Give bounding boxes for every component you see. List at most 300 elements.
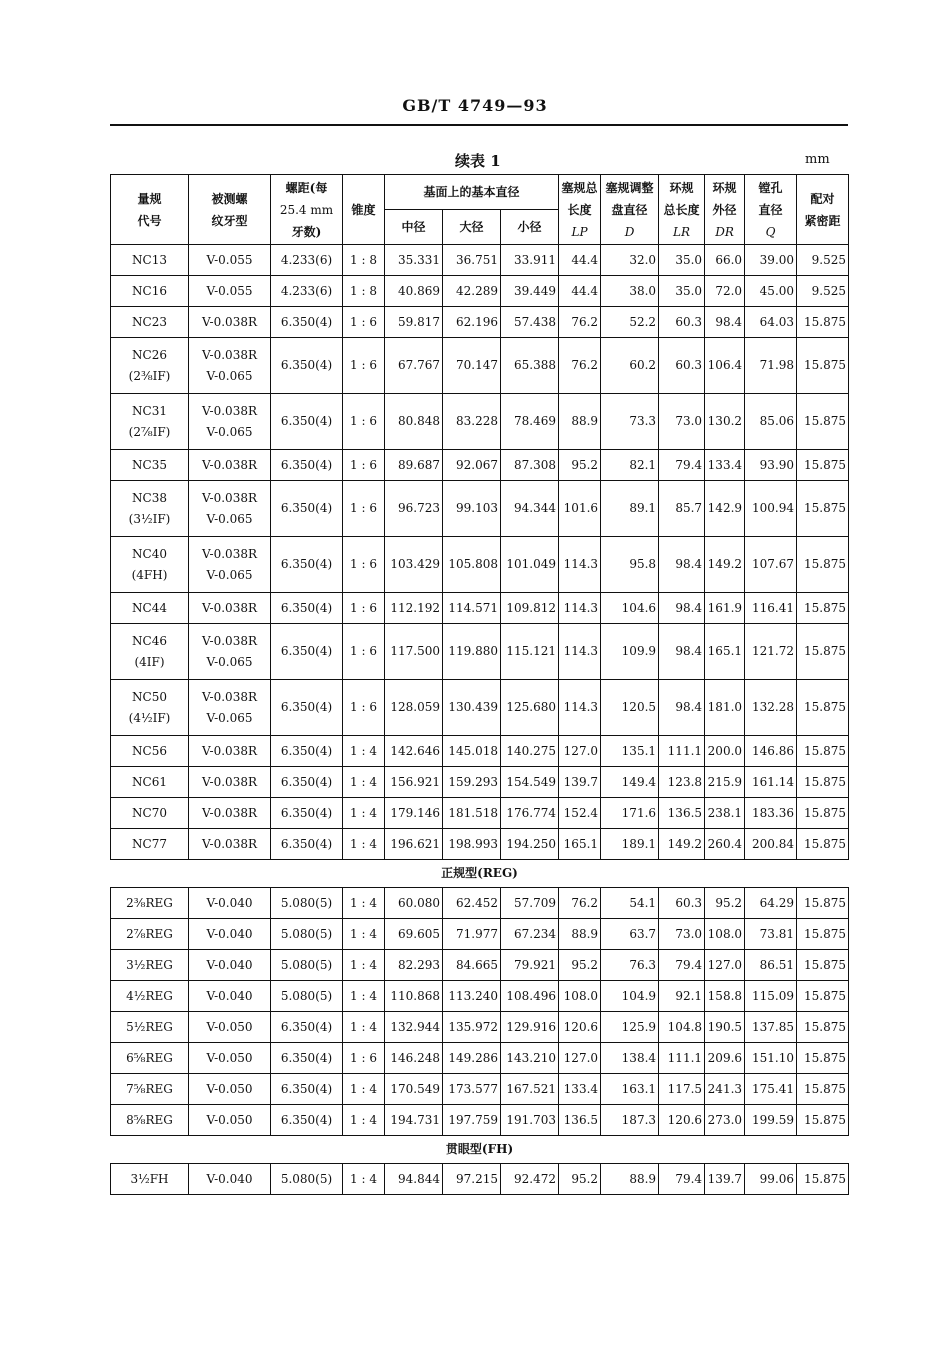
minor-diameter-cell: 92.472 bbox=[501, 1164, 559, 1195]
thread-form-cell bbox=[189, 981, 271, 1012]
bore-cell: 137.85 bbox=[745, 1012, 797, 1043]
taper-cell: 1 : 6 bbox=[343, 537, 385, 593]
thread-form-cell bbox=[189, 829, 271, 860]
standoff-cell: 15.875 bbox=[797, 450, 849, 481]
gauge-code-cell bbox=[111, 1012, 189, 1043]
gauge-code-line: NC44 bbox=[132, 600, 167, 615]
gauge-code-cell bbox=[111, 245, 189, 276]
thread-form-line: V-0.038R bbox=[201, 743, 257, 758]
taper-cell: 1 : 6 bbox=[343, 338, 385, 394]
major-diameter-cell: 70.147 bbox=[443, 338, 501, 394]
col-plug-disc: 塞规调整 盘直径 D bbox=[601, 175, 659, 245]
standoff-cell: 15.875 bbox=[797, 798, 849, 829]
col-standoff: 配对 紧密距 bbox=[797, 175, 849, 245]
pitch-cell: 6.350(4) bbox=[271, 394, 343, 450]
thread-form-cell bbox=[189, 1105, 271, 1136]
minor-diameter-cell: 115.121 bbox=[501, 624, 559, 680]
gauge-code-cell bbox=[111, 1074, 189, 1105]
plug-disc-cell: 88.9 bbox=[601, 1164, 659, 1195]
pitch-diameter-cell: 179.146 bbox=[385, 798, 443, 829]
standoff-cell: 15.875 bbox=[797, 1164, 849, 1195]
taper-cell: 1 : 6 bbox=[343, 481, 385, 537]
plug-length-cell: 76.2 bbox=[559, 888, 601, 919]
gauge-code-cell bbox=[111, 276, 189, 307]
major-diameter-cell: 105.808 bbox=[443, 537, 501, 593]
pitch-cell: 5.080(5) bbox=[271, 1164, 343, 1195]
thread-form-line: V-0.040 bbox=[206, 957, 253, 972]
ring-length-cell: 111.1 bbox=[659, 736, 705, 767]
pitch-cell: 6.350(4) bbox=[271, 798, 343, 829]
standoff-cell: 15.875 bbox=[797, 888, 849, 919]
minor-diameter-cell: 129.916 bbox=[501, 1012, 559, 1043]
minor-diameter-cell: 108.496 bbox=[501, 981, 559, 1012]
ring-length-cell: 123.8 bbox=[659, 767, 705, 798]
major-diameter-cell: 197.759 bbox=[443, 1105, 501, 1136]
standoff-cell: 15.875 bbox=[797, 829, 849, 860]
col-ring-od: 环规 外径 DR bbox=[705, 175, 745, 245]
bore-cell: 199.59 bbox=[745, 1105, 797, 1136]
thread-form-line: V-0.038R bbox=[201, 836, 257, 851]
ring-od-cell: 133.4 bbox=[705, 450, 745, 481]
table-row bbox=[111, 919, 849, 950]
table-row bbox=[111, 450, 849, 481]
taper-cell: 1 : 4 bbox=[343, 919, 385, 950]
pitch-diameter-cell: 35.331 bbox=[385, 245, 443, 276]
major-diameter-cell: 62.196 bbox=[443, 307, 501, 338]
ring-od-cell: 165.1 bbox=[705, 624, 745, 680]
thread-form-line: V-0.040 bbox=[206, 988, 253, 1003]
gauge-code-cell bbox=[111, 919, 189, 950]
gauge-code-cell bbox=[111, 537, 189, 593]
taper-cell: 1 : 6 bbox=[343, 307, 385, 338]
bore-cell: 64.03 bbox=[745, 307, 797, 338]
pitch-diameter-cell: 69.605 bbox=[385, 919, 443, 950]
minor-diameter-cell: 125.680 bbox=[501, 680, 559, 736]
standoff-cell: 15.875 bbox=[797, 537, 849, 593]
section-title: 贯眼型(FH) bbox=[111, 1136, 849, 1164]
minor-diameter-cell: 65.388 bbox=[501, 338, 559, 394]
plug-length-cell: 76.2 bbox=[559, 338, 601, 394]
plug-length-cell: 165.1 bbox=[559, 829, 601, 860]
pitch-diameter-cell: 142.646 bbox=[385, 736, 443, 767]
ring-od-cell: 127.0 bbox=[705, 950, 745, 981]
major-diameter-cell: 149.286 bbox=[443, 1043, 501, 1074]
major-diameter-cell: 113.240 bbox=[443, 981, 501, 1012]
gauge-code-line: 2⅞REG bbox=[126, 926, 173, 941]
gauge-code-line: 3½FH bbox=[130, 1171, 169, 1186]
pitch-cell: 5.080(5) bbox=[271, 888, 343, 919]
taper-cell: 1 : 6 bbox=[343, 450, 385, 481]
pitch-diameter-cell: 196.621 bbox=[385, 829, 443, 860]
pitch-cell: 6.350(4) bbox=[271, 481, 343, 537]
thread-form-cell bbox=[189, 680, 271, 736]
ring-length-cell: 35.0 bbox=[659, 245, 705, 276]
major-diameter-cell: 114.571 bbox=[443, 593, 501, 624]
ring-od-cell: 260.4 bbox=[705, 829, 745, 860]
thread-form-cell bbox=[189, 1074, 271, 1105]
pitch-cell: 6.350(4) bbox=[271, 624, 343, 680]
bore-cell: 151.10 bbox=[745, 1043, 797, 1074]
thread-form-line: V-0.038R bbox=[201, 689, 257, 704]
minor-diameter-cell: 67.234 bbox=[501, 919, 559, 950]
thread-form-cell bbox=[189, 394, 271, 450]
plug-length-cell: 76.2 bbox=[559, 307, 601, 338]
major-diameter-cell: 36.751 bbox=[443, 245, 501, 276]
thread-form-cell bbox=[189, 1043, 271, 1074]
ring-od-cell: 72.0 bbox=[705, 276, 745, 307]
thread-form-line: V-0.038R bbox=[201, 774, 257, 789]
taper-cell: 1 : 6 bbox=[343, 624, 385, 680]
unit-label: mm bbox=[805, 152, 830, 167]
pitch-cell: 6.350(4) bbox=[271, 1105, 343, 1136]
table-body bbox=[111, 245, 849, 1195]
standoff-cell: 15.875 bbox=[797, 680, 849, 736]
table-header bbox=[111, 175, 849, 245]
thread-form-line: V-0.040 bbox=[206, 1171, 253, 1186]
minor-diameter-cell: 191.703 bbox=[501, 1105, 559, 1136]
plug-disc-cell: 95.8 bbox=[601, 537, 659, 593]
col-bore: 镗孔 直径 Q bbox=[745, 175, 797, 245]
plug-length-cell: 44.4 bbox=[559, 245, 601, 276]
table-row bbox=[111, 736, 849, 767]
plug-disc-cell: 163.1 bbox=[601, 1074, 659, 1105]
gauge-code-line: NC35 bbox=[132, 457, 167, 472]
gauge-code-line: NC38 bbox=[132, 490, 167, 505]
ring-od-cell: 66.0 bbox=[705, 245, 745, 276]
bore-cell: 39.00 bbox=[745, 245, 797, 276]
ring-od-cell: 190.5 bbox=[705, 1012, 745, 1043]
col-major-diameter: 大径 bbox=[443, 210, 501, 245]
ring-length-cell: 73.0 bbox=[659, 919, 705, 950]
col-taper: 锥度 bbox=[343, 175, 385, 245]
taper-cell: 1 : 4 bbox=[343, 1012, 385, 1043]
table-row bbox=[111, 537, 849, 593]
plug-length-cell: 88.9 bbox=[559, 394, 601, 450]
gauge-code-cell bbox=[111, 450, 189, 481]
header-rule bbox=[110, 124, 848, 126]
thread-form-line: V-0.038R bbox=[201, 633, 257, 648]
taper-cell: 1 : 4 bbox=[343, 1164, 385, 1195]
table-row bbox=[111, 593, 849, 624]
standoff-cell: 15.875 bbox=[797, 1105, 849, 1136]
plug-length-cell: 133.4 bbox=[559, 1074, 601, 1105]
plug-disc-cell: 109.9 bbox=[601, 624, 659, 680]
gauge-code-line: 8⅝REG bbox=[126, 1112, 173, 1127]
taper-cell: 1 : 4 bbox=[343, 1074, 385, 1105]
ring-od-cell: 139.7 bbox=[705, 1164, 745, 1195]
gauge-table bbox=[110, 174, 849, 1195]
standoff-cell: 15.875 bbox=[797, 736, 849, 767]
standoff-cell: 15.875 bbox=[797, 307, 849, 338]
gauge-code-cell bbox=[111, 736, 189, 767]
thread-form-line: V-0.038R bbox=[201, 457, 257, 472]
pitch-diameter-cell: 60.080 bbox=[385, 888, 443, 919]
gauge-code-line: 6⅝REG bbox=[126, 1050, 173, 1065]
col-basic-diameters: 基面上的基本直径 bbox=[385, 175, 559, 210]
ring-length-cell: 136.5 bbox=[659, 798, 705, 829]
gauge-code-cell bbox=[111, 307, 189, 338]
plug-disc-cell: 104.6 bbox=[601, 593, 659, 624]
gauge-code-line: (4FH) bbox=[131, 567, 168, 582]
gauge-code-cell bbox=[111, 481, 189, 537]
major-diameter-cell: 97.215 bbox=[443, 1164, 501, 1195]
plug-length-cell: 136.5 bbox=[559, 1105, 601, 1136]
thread-form-line: V-0.065 bbox=[206, 424, 253, 439]
minor-diameter-cell: 109.812 bbox=[501, 593, 559, 624]
bore-cell: 71.98 bbox=[745, 338, 797, 394]
plug-length-cell: 101.6 bbox=[559, 481, 601, 537]
taper-cell: 1 : 4 bbox=[343, 767, 385, 798]
gauge-code-line: (4IF) bbox=[134, 654, 165, 669]
col-code: 量规 代号 bbox=[111, 175, 189, 245]
taper-cell: 1 : 4 bbox=[343, 736, 385, 767]
thread-form-line: V-0.065 bbox=[206, 710, 253, 725]
ring-length-cell: 98.4 bbox=[659, 624, 705, 680]
table-row bbox=[111, 307, 849, 338]
thread-form-line: V-0.038R bbox=[201, 347, 257, 362]
table-row bbox=[111, 798, 849, 829]
gauge-code-line: (2⅞IF) bbox=[128, 424, 171, 439]
ring-length-cell: 120.6 bbox=[659, 1105, 705, 1136]
table-row bbox=[111, 276, 849, 307]
plug-length-cell: 127.0 bbox=[559, 736, 601, 767]
standoff-cell: 15.875 bbox=[797, 919, 849, 950]
ring-od-cell: 273.0 bbox=[705, 1105, 745, 1136]
ring-od-cell: 181.0 bbox=[705, 680, 745, 736]
table-row bbox=[111, 680, 849, 736]
major-diameter-cell: 119.880 bbox=[443, 624, 501, 680]
gauge-code-cell bbox=[111, 767, 189, 798]
plug-length-cell: 114.3 bbox=[559, 593, 601, 624]
plug-disc-cell: 135.1 bbox=[601, 736, 659, 767]
thread-form-cell bbox=[189, 338, 271, 394]
gauge-code-line: NC31 bbox=[132, 403, 167, 418]
ring-length-cell: 149.2 bbox=[659, 829, 705, 860]
pitch-cell: 6.350(4) bbox=[271, 736, 343, 767]
pitch-cell: 4.233(6) bbox=[271, 276, 343, 307]
table-row bbox=[111, 1043, 849, 1074]
plug-disc-cell: 187.3 bbox=[601, 1105, 659, 1136]
pitch-diameter-cell: 40.869 bbox=[385, 276, 443, 307]
major-diameter-cell: 130.439 bbox=[443, 680, 501, 736]
major-diameter-cell: 173.577 bbox=[443, 1074, 501, 1105]
gauge-code-line: NC13 bbox=[132, 252, 167, 267]
gauge-code-line: (3½IF) bbox=[128, 511, 171, 526]
taper-cell: 1 : 4 bbox=[343, 829, 385, 860]
gauge-code-cell bbox=[111, 798, 189, 829]
pitch-cell: 6.350(4) bbox=[271, 307, 343, 338]
major-diameter-cell: 83.228 bbox=[443, 394, 501, 450]
thread-form-line: V-0.065 bbox=[206, 654, 253, 669]
thread-form-line: V-0.050 bbox=[206, 1081, 253, 1096]
gauge-code-line: NC61 bbox=[132, 774, 167, 789]
plug-disc-cell: 73.3 bbox=[601, 394, 659, 450]
taper-cell: 1 : 6 bbox=[343, 1043, 385, 1074]
thread-form-line: V-0.038R bbox=[201, 403, 257, 418]
gauge-code-cell bbox=[111, 593, 189, 624]
ring-length-cell: 79.4 bbox=[659, 450, 705, 481]
table-row bbox=[111, 981, 849, 1012]
thread-form-cell bbox=[189, 624, 271, 680]
gauge-code-line: 2⅜REG bbox=[126, 895, 173, 910]
plug-disc-cell: 38.0 bbox=[601, 276, 659, 307]
major-diameter-cell: 71.977 bbox=[443, 919, 501, 950]
gauge-code-line: NC16 bbox=[132, 283, 167, 298]
col-ring-length: 环规 总长度 LR bbox=[659, 175, 705, 245]
gauge-code-line: NC50 bbox=[132, 689, 167, 704]
pitch-cell: 5.080(5) bbox=[271, 950, 343, 981]
taper-cell: 1 : 6 bbox=[343, 680, 385, 736]
table-row bbox=[111, 338, 849, 394]
plug-disc-cell: 125.9 bbox=[601, 1012, 659, 1043]
bore-cell: 121.72 bbox=[745, 624, 797, 680]
gauge-code-line: 7⅝REG bbox=[126, 1081, 173, 1096]
thread-form-cell bbox=[189, 450, 271, 481]
major-diameter-cell: 135.972 bbox=[443, 1012, 501, 1043]
plug-disc-cell: 171.6 bbox=[601, 798, 659, 829]
taper-cell: 1 : 6 bbox=[343, 394, 385, 450]
major-diameter-cell: 159.293 bbox=[443, 767, 501, 798]
ring-od-cell: 149.2 bbox=[705, 537, 745, 593]
thread-form-cell bbox=[189, 307, 271, 338]
standoff-cell: 15.875 bbox=[797, 981, 849, 1012]
bore-cell: 93.90 bbox=[745, 450, 797, 481]
bore-cell: 200.84 bbox=[745, 829, 797, 860]
gauge-code-cell bbox=[111, 680, 189, 736]
major-diameter-cell: 198.993 bbox=[443, 829, 501, 860]
section-title: 正规型(REG) bbox=[111, 860, 849, 888]
minor-diameter-cell: 154.549 bbox=[501, 767, 559, 798]
minor-diameter-cell: 140.275 bbox=[501, 736, 559, 767]
pitch-cell: 6.350(4) bbox=[271, 338, 343, 394]
pitch-cell: 6.350(4) bbox=[271, 680, 343, 736]
thread-form-cell bbox=[189, 593, 271, 624]
minor-diameter-cell: 94.344 bbox=[501, 481, 559, 537]
gauge-code-line: NC56 bbox=[132, 743, 167, 758]
bore-cell: 116.41 bbox=[745, 593, 797, 624]
col-thread: 被测螺 纹牙型 bbox=[189, 175, 271, 245]
ring-od-cell: 108.0 bbox=[705, 919, 745, 950]
ring-od-cell: 130.2 bbox=[705, 394, 745, 450]
plug-length-cell: 114.3 bbox=[559, 624, 601, 680]
pitch-diameter-cell: 128.059 bbox=[385, 680, 443, 736]
thread-form-line: V-0.038R bbox=[201, 546, 257, 561]
standoff-cell: 15.875 bbox=[797, 950, 849, 981]
pitch-diameter-cell: 94.844 bbox=[385, 1164, 443, 1195]
thread-form-cell bbox=[189, 919, 271, 950]
pitch-diameter-cell: 110.868 bbox=[385, 981, 443, 1012]
thread-form-cell bbox=[189, 245, 271, 276]
bore-cell: 100.94 bbox=[745, 481, 797, 537]
plug-length-cell: 114.3 bbox=[559, 537, 601, 593]
ring-od-cell: 98.4 bbox=[705, 307, 745, 338]
table-row bbox=[111, 950, 849, 981]
thread-form-line: V-0.065 bbox=[206, 368, 253, 383]
col-plug-length: 塞规总 长度 LP bbox=[559, 175, 601, 245]
plug-length-cell: 95.2 bbox=[559, 950, 601, 981]
pitch-diameter-cell: 170.549 bbox=[385, 1074, 443, 1105]
ring-od-cell: 215.9 bbox=[705, 767, 745, 798]
thread-form-line: V-0.038R bbox=[201, 314, 257, 329]
standoff-cell: 9.525 bbox=[797, 276, 849, 307]
gauge-code-cell bbox=[111, 1043, 189, 1074]
major-diameter-cell: 42.289 bbox=[443, 276, 501, 307]
plug-length-cell: 95.2 bbox=[559, 1164, 601, 1195]
table-row bbox=[111, 481, 849, 537]
thread-form-line: V-0.065 bbox=[206, 511, 253, 526]
pitch-diameter-cell: 67.767 bbox=[385, 338, 443, 394]
thread-form-cell bbox=[189, 888, 271, 919]
standoff-cell: 15.875 bbox=[797, 1074, 849, 1105]
gauge-code-line: (2⅜IF) bbox=[128, 368, 171, 383]
table-row bbox=[111, 1074, 849, 1105]
pitch-diameter-cell: 96.723 bbox=[385, 481, 443, 537]
plug-disc-cell: 82.1 bbox=[601, 450, 659, 481]
gauge-code-cell bbox=[111, 950, 189, 981]
standoff-cell: 15.875 bbox=[797, 394, 849, 450]
plug-disc-cell: 120.5 bbox=[601, 680, 659, 736]
plug-length-cell: 114.3 bbox=[559, 680, 601, 736]
ring-length-cell: 98.4 bbox=[659, 680, 705, 736]
bore-cell: 161.14 bbox=[745, 767, 797, 798]
pitch-cell: 6.350(4) bbox=[271, 450, 343, 481]
plug-disc-cell: 52.2 bbox=[601, 307, 659, 338]
bore-cell: 115.09 bbox=[745, 981, 797, 1012]
minor-diameter-cell: 176.774 bbox=[501, 798, 559, 829]
plug-disc-cell: 138.4 bbox=[601, 1043, 659, 1074]
plug-length-cell: 120.6 bbox=[559, 1012, 601, 1043]
ring-length-cell: 60.3 bbox=[659, 888, 705, 919]
ring-length-cell: 79.4 bbox=[659, 950, 705, 981]
plug-disc-cell: 76.3 bbox=[601, 950, 659, 981]
thread-form-cell bbox=[189, 1012, 271, 1043]
ring-length-cell: 117.5 bbox=[659, 1074, 705, 1105]
gauge-code-cell bbox=[111, 888, 189, 919]
thread-form-cell bbox=[189, 767, 271, 798]
bore-cell: 175.41 bbox=[745, 1074, 797, 1105]
minor-diameter-cell: 78.469 bbox=[501, 394, 559, 450]
plug-length-cell: 139.7 bbox=[559, 767, 601, 798]
standoff-cell: 15.875 bbox=[797, 1043, 849, 1074]
major-diameter-cell: 92.067 bbox=[443, 450, 501, 481]
thread-form-cell bbox=[189, 276, 271, 307]
table-caption: 续表 1 bbox=[455, 152, 501, 170]
plug-length-cell: 127.0 bbox=[559, 1043, 601, 1074]
plug-length-cell: 95.2 bbox=[559, 450, 601, 481]
table-row bbox=[111, 1164, 849, 1195]
table-row bbox=[111, 1012, 849, 1043]
ring-od-cell: 95.2 bbox=[705, 888, 745, 919]
minor-diameter-cell: 57.438 bbox=[501, 307, 559, 338]
thread-form-line: V-0.038R bbox=[201, 490, 257, 505]
minor-diameter-cell: 87.308 bbox=[501, 450, 559, 481]
thread-form-line: V-0.050 bbox=[206, 1019, 253, 1034]
ring-length-cell: 60.3 bbox=[659, 338, 705, 394]
thread-form-line: V-0.040 bbox=[206, 895, 253, 910]
pitch-diameter-cell: 112.192 bbox=[385, 593, 443, 624]
taper-cell: 1 : 8 bbox=[343, 245, 385, 276]
bore-cell: 107.67 bbox=[745, 537, 797, 593]
plug-length-cell: 152.4 bbox=[559, 798, 601, 829]
thread-form-line: V-0.055 bbox=[206, 252, 253, 267]
plug-disc-cell: 189.1 bbox=[601, 829, 659, 860]
thread-form-line: V-0.038R bbox=[201, 805, 257, 820]
thread-form-line: V-0.055 bbox=[206, 283, 253, 298]
gauge-code-line: 4½REG bbox=[126, 988, 173, 1003]
standoff-cell: 15.875 bbox=[797, 624, 849, 680]
section-header-row bbox=[111, 860, 849, 888]
ring-length-cell: 111.1 bbox=[659, 1043, 705, 1074]
